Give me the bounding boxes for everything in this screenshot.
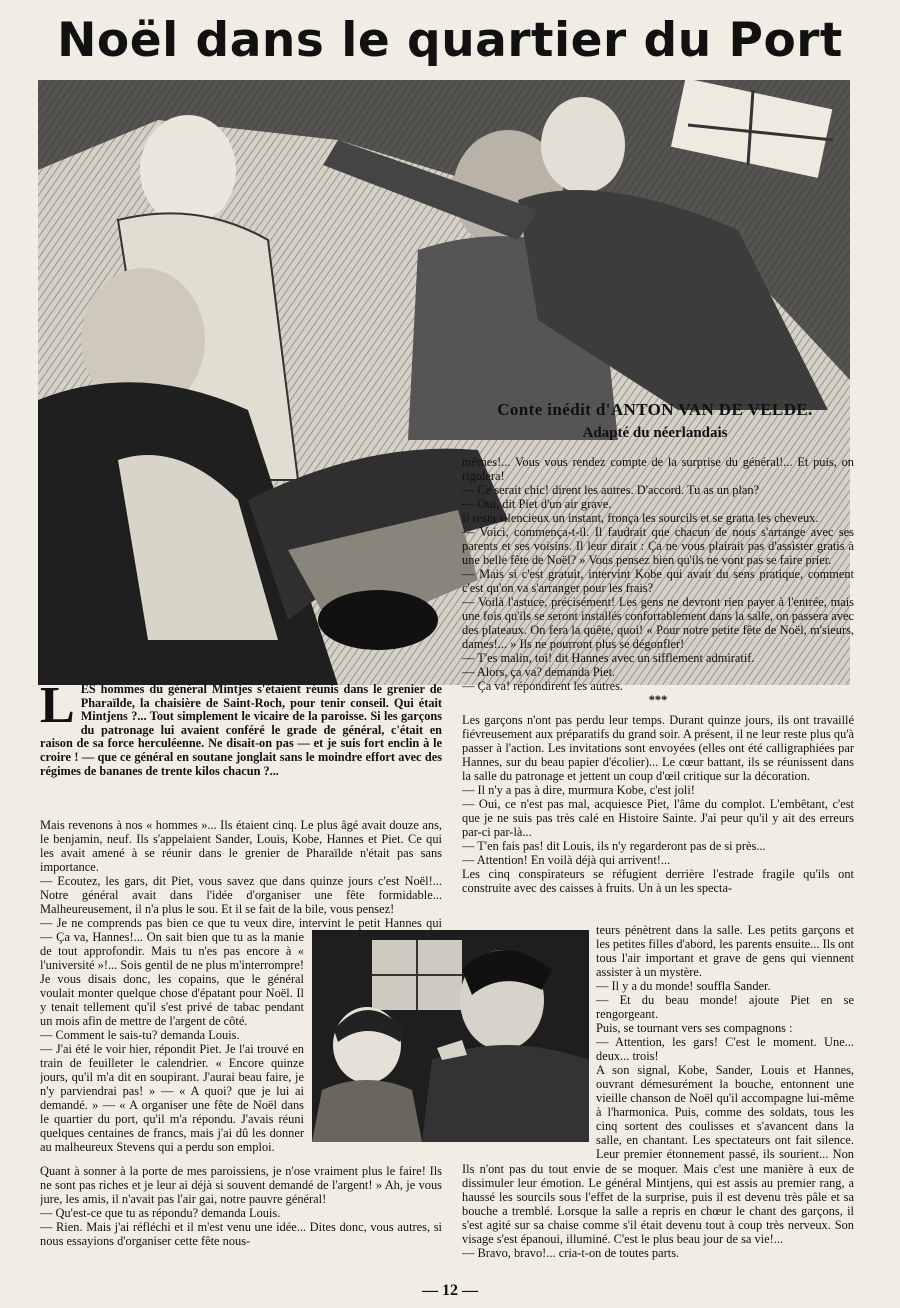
paragraph: teurs pénètrent dans la salle. Les petits garçons et les petites filles d'abord, les parents ensuite... Ils ont tous l'air important et grave de gens qui viennent assister à un mystère. [596,923,854,979]
paragraph: — T'es malin, toi! dit Hannes avec un sifflement admiratif. [462,651,755,665]
paragraph: — Qu'est-ce que tu as répondu? demanda Louis. [40,1206,281,1220]
paragraph: — Je ne comprends pas bien ce que tu veux dire, intervint le petit Hannes qui [40,916,442,930]
column-2-bottom [462,1162,854,1278]
inset-illustration [312,930,589,1142]
paragraph: — Rien. Mais j'ai réfléchi et il m'est venu une idée... Dites donc, vous autres, si nous essayions d'organiser cette fête nous- [40,1220,442,1248]
paragraph: mêmes!... Vous vous rendez compte de la surprise du général!... Et puis, on rigolera! [462,455,854,483]
paragraph: Mais revenons à nos « hommes »... Ils étaient cinq. Le plus âgé avait douze ans, le benjamin, neuf. Ils s'appelaient Sander, Louis, Kobe, Hannes et Piet. Ce qui les avait amené à se réunir dans le grenier de Pharaïlde n'était pas sans importance. [40,818,442,874]
page-title: Noël dans le quartier du Port [57,13,843,68]
column-1-top [40,818,442,930]
paragraph: A son signal, Kobe, Sander, Louis et Hannes, ouvrant démesurément la bouche, entonnent une vieille chanson de Noël qu'il accompagne lui-même à l'harmonica. Puis, comme des soldats, tous les cinq sortent des coulisses et s'avancent dans la salle, en chantant. Les spectateurs ont fait silence. Leur premier étonnement passé, ils sourient... Non [596,1063,854,1161]
column-2-top [462,455,854,707]
paragraph: — Comment le sais-tu? demanda Louis. [40,1028,240,1042]
paragraph: — T'en fais pas! dit Louis, ils n'y regarderont pas de si près... [462,839,766,853]
column-1-bottom [40,1164,442,1276]
column-1-middle [40,930,304,1164]
paragraph: — Voici, commença-t-il. Il faudrait que chacun de nous s'arrange avec ses parents et ses voisins. Il leur dirait : Ça ne vous plairait pas d'assister gratis à une belle fête de Noël? » Vous pensez bien qu'ils ne vont pas se faire prier. [462,525,854,567]
paragraph: — Oui, ce n'est pas mal, acquiesce Piet, l'âme du complot. L'embêtant, c'est que je ne suis pas très calé en Histoire Sainte. J'ai peur qu'il y ait des erreurs par-ci par-là... [462,797,854,839]
paragraph: — Oui, dit Piet d'un air grave. [462,497,612,511]
paragraph: — Il n'y a pas à dire, murmura Kobe, c'est joli! [462,783,695,797]
intro-paragraph [40,683,442,807]
paragraph: Les garçons n'ont pas perdu leur temps. Durant quinze jours, ils ont travaillé fiévreusement aux préparatifs du grand soir. A présent, il ne leur reste plus qu'à passer à l'action. Les invitations sont envoyées (elles ont été calligraphiées par Hannes, sur du beau papier d'écolier)... Le cœur battant, ils se réunissent dans la salle du patronage et jettent un coup d'œil critique sur la décoration. [462,713,854,783]
paragraph: Il resta silencieux un instant, fronça les sourcils et se gratta les cheveux. [462,511,819,525]
paragraph: — Attention! En voilà déjà qui arrivent!... [462,853,671,867]
intro-text: ES hommes du général Mintjes s'étaient réunis dans le grenier de Pharaïlde, la chaisière de Saint-Roch, pour tenir conseil. Qui était Mintjens ?... Tout simplement le vicaire de la paroisse. Si les garçons du patronage lui avaient conféré le grade de général, c'était en raison de sa force herculéenne. Ne disait-on pas — et je suis fort enclin à le croire ! — que ce général en soutane jonglait sans le moindre effort avec des régimes de bananes de trente kilos chacun ?... [40,683,442,778]
paragraph: Ils n'ont pas du tout envie de se moquer. Mais c'est une manière à eux de dissimuler leur émotion. Le général Mintjens, qui est assis au premier rang, a haussé les sourcils sous l'effet de la surprise, puis il est devenu très pâle et sa bouche a tremblé. Lorsque la salle a repris en chœur le chant des garçons, il s'est agité sur sa chaise comme s'il était devenu tout à coup très nerveux. Son visage s'est épanoui, illuminé. C'est le plus beau jour de sa vie!... [462,1162,854,1246]
paragraph: — J'ai été le voir hier, répondit Piet. Je l'ai trouvé en train de feuilleter le calendrier. « Encore quinze jours, qu'il m'a dit en soupirant. J'aurai beau faire, je n'y parviendrai pas! » — « A quoi? que je lui ai demandé. » — « A organiser une fête de Noël dans le quartier du port, qu'il m'a répondu. J'avais réuni quelques centaines de francs, mais j'ai dû les donner au malheureux Stevens qui a perdu son emploi. [40,1042,304,1154]
column-2-middle [462,713,854,923]
paragraph: Quant à sonner à la porte de mes paroissiens, je n'ose vraiment plus le faire! Ils ne sont pas riches et je leur ai déjà si souvent demandé de l'argent! » Ah, je vous jure, les amis, il n'avait pas l'air gai, notre pauvre général! [40,1164,442,1206]
story-credit [455,400,855,450]
paragraph: — Ça va, Hannes!... On sait bien que tu as la manie de tout approfondir. Mais tu n'es pas encore à « l'université »!... Sois gentil de ne plus m'interrompre! Je vous disais donc, les copains, que le général voulait monter quelque chose d'épatant pour Noël. Il y tenait tellement qu'il s'est privé de tabac pendant un mois afin de mettre de l'argent de côté. [40,930,304,1028]
section-separator: *** [648,693,668,707]
paragraph: — Alors, ça va? demanda Piet. [462,665,616,679]
column-2-beside-inset [596,923,854,1161]
adaptation-line: Adapté du néerlandais [582,425,728,441]
paragraph: Les cinq conspirateurs se réfugient derrière l'estrade fragile qu'ils ont construite avec des caisses à fruits. Un à un les specta- [462,867,854,895]
paragraph: — Ça va! répondirent les autres. [462,679,624,693]
paragraph: Puis, se tournant vers ses compagnons : [596,1021,793,1035]
paragraph: — Mais si c'est gratuit, intervint Kobe qui avait du sens pratique, comment c'est qu'on va s'arranger pour les frais? [462,567,854,595]
paragraph: — Bravo, bravo!... cria-t-on de toutes parts. [462,1246,680,1260]
paragraph: — Ce serait chic! dirent les autres. D'accord. Tu as un plan? [462,483,760,497]
paragraph: — Et du beau monde! ajoute Piet en se rengorgeant. [596,993,854,1021]
drop-cap: L [40,683,75,734]
paragraph: — Ecoutez, les gars, dit Piet, vous savez que dans quinze jours c'est Noël!... Notre général avait dans l'idée d'organiser une fête formidable... Malheureusement, il n'a plus le sou. Et il se fait de la bile, vous pensez! [40,874,442,916]
paragraph: — Il y a du monde! souffla Sander. [596,979,771,993]
paragraph: — Voilà l'astuce, précisément! Les gens ne devront rien payer à l'entrée, mais une fois qu'ils se seront installés confortablement dans la salle, on passera avec des plateaux. On fera la quête, quoi! « Pour notre petite fête de Noël, m'sieurs, dames!... » Ils ne pourront plus se dégonfler! [462,595,854,651]
author-line: Conte inédit d'ANTON VAN DE VELDE. [497,400,813,419]
page-number: — 12 — [422,1282,478,1299]
paragraph: — Attention, les gars! C'est le moment. Une... deux... trois! [596,1035,854,1063]
